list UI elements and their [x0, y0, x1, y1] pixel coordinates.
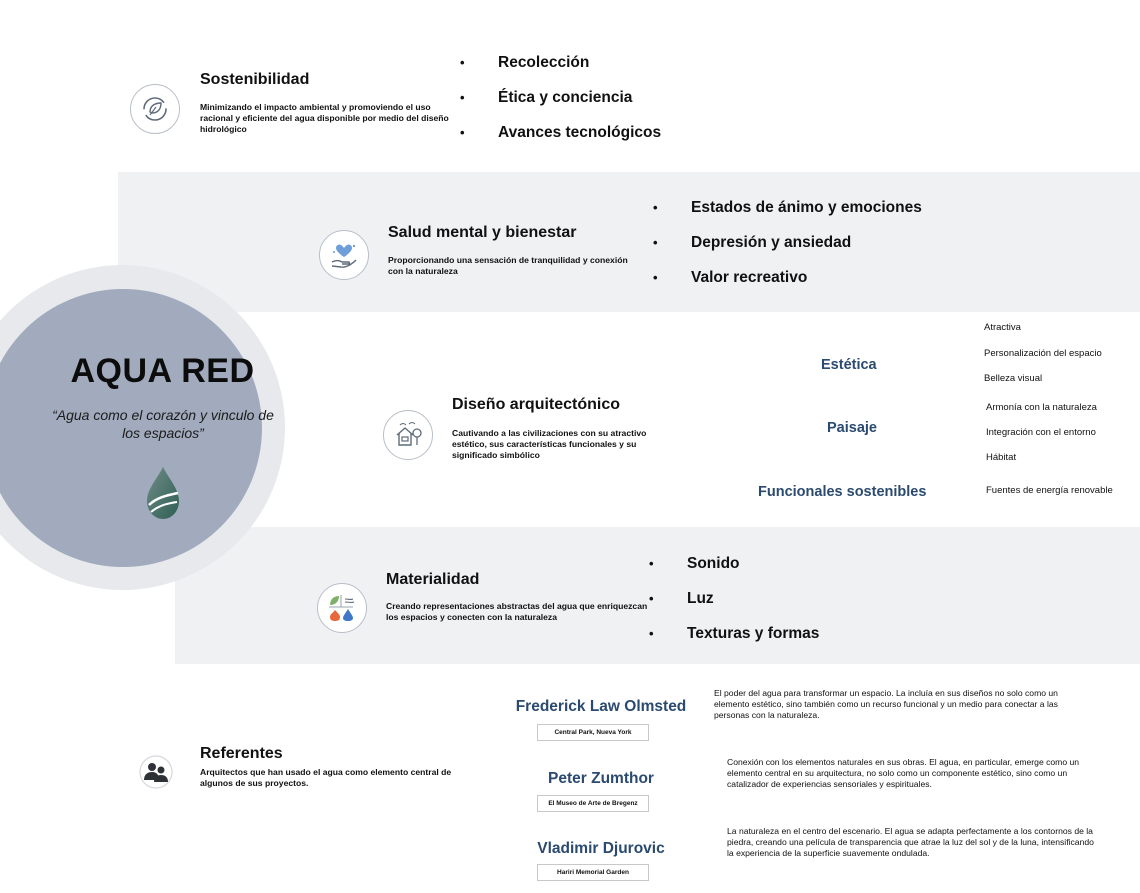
referente-name: Peter Zumthor	[548, 770, 654, 787]
water-drop-icon	[143, 465, 183, 521]
category-paisaje: Paisaje	[827, 420, 877, 436]
sostenibilidad-bullets	[460, 53, 661, 158]
bullet-item: • Avances tecnológicos	[460, 123, 661, 158]
category-item: Armonía con la naturaleza	[986, 402, 1097, 413]
sostenibilidad-desc: Minimizando el impacto ambiental y promoviendo el uso racional y eficiente del agua disponible por medio del diseño hidrológico	[200, 102, 449, 134]
referentes-desc: Arquitectos que han usado el agua como elemento central de algunos de sus proyectos.	[200, 767, 452, 788]
category-item: Fuentes de energía renovable	[986, 485, 1113, 496]
category-item: Hábitat	[986, 452, 1017, 463]
referente-text: La naturaleza en el centro del escenario. El agua se adapta perfectamente a los contornos de la piedra, creando una película de transparencia que atrae la luz del sol y de la luna, intensificando la experiencia de la superficie suavemente ondulada.	[727, 826, 1094, 858]
referente-project: Hariri Memorial Garden	[537, 864, 649, 881]
referente-name: Frederick Law Olmsted	[515, 698, 687, 715]
materialidad-title: Materialidad	[386, 571, 480, 588]
category-item: Belleza visual	[984, 373, 1043, 384]
category-item: Integración con el entorno	[986, 427, 1096, 438]
elements-icon	[317, 583, 367, 633]
hub-title: AQUA RED	[70, 352, 255, 390]
category-estetica: Estética	[821, 357, 877, 373]
bullet-item: • Luz	[649, 589, 819, 624]
bullet-item: • Ética y conciencia	[460, 88, 661, 123]
referente-text: Conexión con los elementos naturales en sus obras. El agua, en particular, emerge como un elemento central en su arquitectura, no solo como un componente estético, sino como un catalizador de experiencias sensoriales y espirituales.	[727, 757, 1080, 789]
bullet-item: • Estados de ánimo y emociones	[653, 198, 922, 233]
category-funcionales: Funcionales sostenibles	[758, 484, 927, 500]
bullet-item: • Valor recreativo	[653, 268, 922, 303]
bullet-item: • Sonido	[649, 554, 819, 589]
category-item: Atractiva	[984, 322, 1021, 333]
materialidad-bullets	[649, 554, 819, 659]
recycle-leaf-icon	[130, 84, 180, 134]
users-icon	[131, 747, 181, 797]
referente-project: El Museo de Arte de Bregenz	[537, 795, 649, 812]
bullet-item: • Recolección	[460, 53, 661, 88]
band-salud	[118, 172, 1140, 312]
salud-title: Salud mental y bienestar	[388, 224, 577, 241]
bullet-item: • Depresión y ansiedad	[653, 233, 922, 268]
hub-subtitle: “Agua como el corazón y vinculo de los espacios”	[52, 407, 274, 441]
referente-project: Central Park, Nueva York	[537, 724, 649, 741]
diseno-title: Diseño arquitectónico	[452, 396, 621, 413]
bullet-item: • Texturas y formas	[649, 624, 819, 659]
referente-text: El poder del agua para transformar un espacio. La incluía en sus diseños no solo como un elemento estético, sino también como un recurso funcional y un medio para conectar a las personas con la naturaleza.	[714, 688, 1058, 720]
sostenibilidad-title: Sostenibilidad	[200, 71, 310, 88]
house-tree-icon	[383, 410, 433, 460]
heart-hand-icon	[319, 230, 369, 280]
referente-name: Vladimir Djurovic	[537, 840, 665, 857]
salud-bullets	[653, 198, 922, 303]
salud-desc: Proporcionando una sensación de tranquilidad y conexión con la naturaleza	[388, 255, 628, 276]
referentes-title: Referentes	[200, 745, 283, 762]
diseno-desc: Cautivando a las civilizaciones con su atractivo estético, sus características funcionales y su significado simbólico	[452, 428, 647, 460]
category-item: Personalización del espacio	[984, 348, 1102, 359]
materialidad-desc: Creando representaciones abstractas del agua que enriquezcan los espacios y conecten con la naturaleza	[386, 601, 648, 622]
